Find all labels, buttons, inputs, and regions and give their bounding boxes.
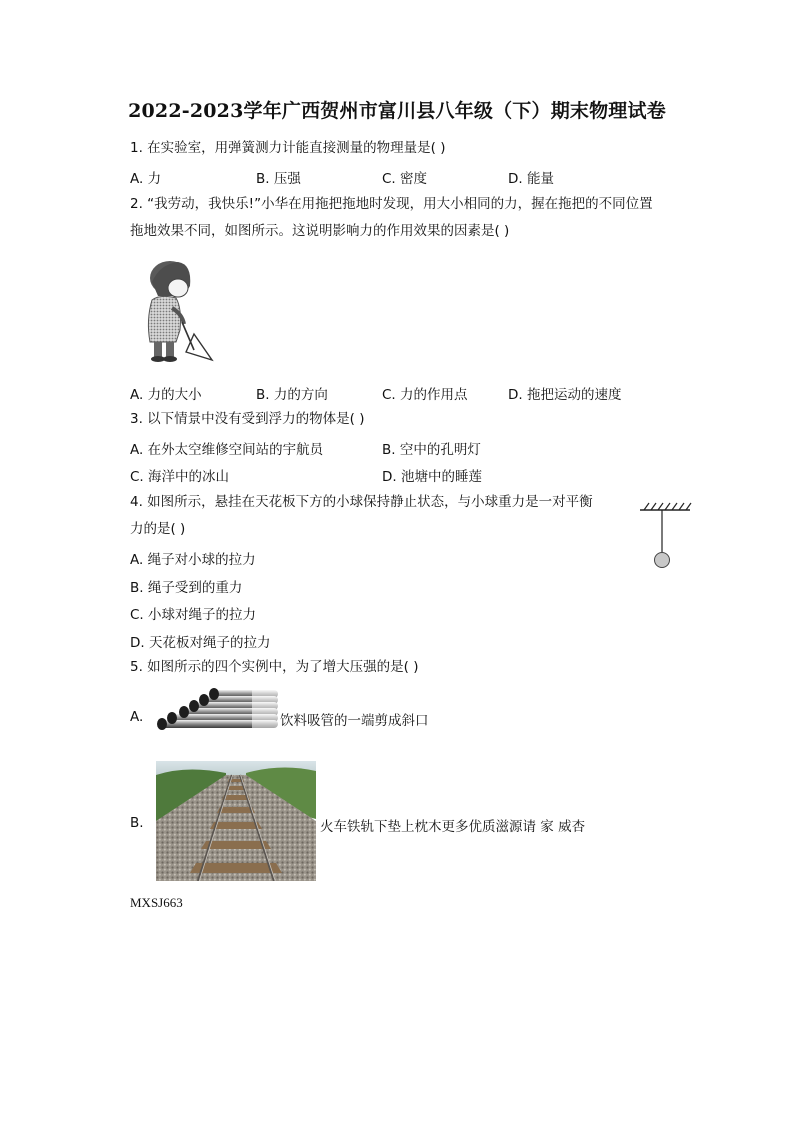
question-1-stem: 1. 在实验室，用弹簧测力计能直接测量的物理量是( ) bbox=[130, 140, 446, 156]
question-2-stem-line1: 2. “我劳动，我快乐!”小华在用拖把拖地时发现，用大小相同的力，握在拖把的不同位置 bbox=[130, 196, 653, 212]
hanging-ball-figure bbox=[638, 502, 692, 572]
straws-image bbox=[152, 686, 278, 738]
question-3-option-b: B. 空中的孔明灯 bbox=[382, 442, 481, 458]
question-2-option-b: B. 力的方向 bbox=[256, 387, 328, 403]
question-3-option-c: C. 海洋中的冰山 bbox=[130, 469, 230, 485]
question-5-option-a-label: A. bbox=[130, 709, 144, 725]
question-5-option-b-text: 火车铁轨下垫上枕木更多优质滋源请 家 威杏 bbox=[320, 819, 586, 835]
question-4-option-b: B. 绳子受到的重力 bbox=[130, 580, 243, 596]
railway-image bbox=[156, 761, 316, 881]
question-2-option-c: C. 力的作用点 bbox=[382, 387, 468, 403]
question-2-option-a: A. 力的大小 bbox=[130, 387, 202, 403]
mopping-figure bbox=[138, 256, 218, 364]
page-title: 2022-2023学年广西贺州市富川县八年级（下）期末物理试卷 bbox=[128, 100, 666, 122]
question-3-option-d: D. 池塘中的睡莲 bbox=[382, 469, 482, 485]
question-4-stem-line2: 力的是( ) bbox=[130, 521, 186, 537]
question-5-stem: 5. 如图所示的四个实例中，为了增大压强的是( ) bbox=[130, 659, 419, 675]
question-3-stem: 3. 以下情景中没有受到浮力的物体是( ) bbox=[130, 411, 365, 427]
question-4-option-d: D. 天花板对绳子的拉力 bbox=[130, 635, 271, 651]
question-1-option-b: B. 压强 bbox=[256, 171, 301, 187]
question-2-option-d: D. 拖把运动的速度 bbox=[508, 387, 622, 403]
question-1-option-d: D. 能量 bbox=[508, 171, 554, 187]
question-3-option-a: A. 在外太空维修空间站的宇航员 bbox=[130, 442, 324, 458]
question-1-option-a: A. 力 bbox=[130, 171, 162, 187]
question-4-option-a: A. 绳子对小球的拉力 bbox=[130, 552, 256, 568]
question-1-option-c: C. 密度 bbox=[382, 171, 428, 187]
question-4-stem-line1: 4. 如图所示，悬挂在天花板下方的小球保持静止状态，与小球重力是一对平衡 bbox=[130, 494, 593, 510]
question-5-option-a-text: 饮料吸管的一端剪成斜口 bbox=[280, 713, 429, 729]
question-5-option-b-label: B. bbox=[130, 815, 144, 831]
document-code: MXSJ663 bbox=[130, 895, 183, 910]
question-4-option-c: C. 小球对绳子的拉力 bbox=[130, 607, 257, 623]
question-2-stem-line2: 拖地效果不同，如图所示。这说明影响力的作用效果的因素是( ) bbox=[130, 223, 510, 239]
